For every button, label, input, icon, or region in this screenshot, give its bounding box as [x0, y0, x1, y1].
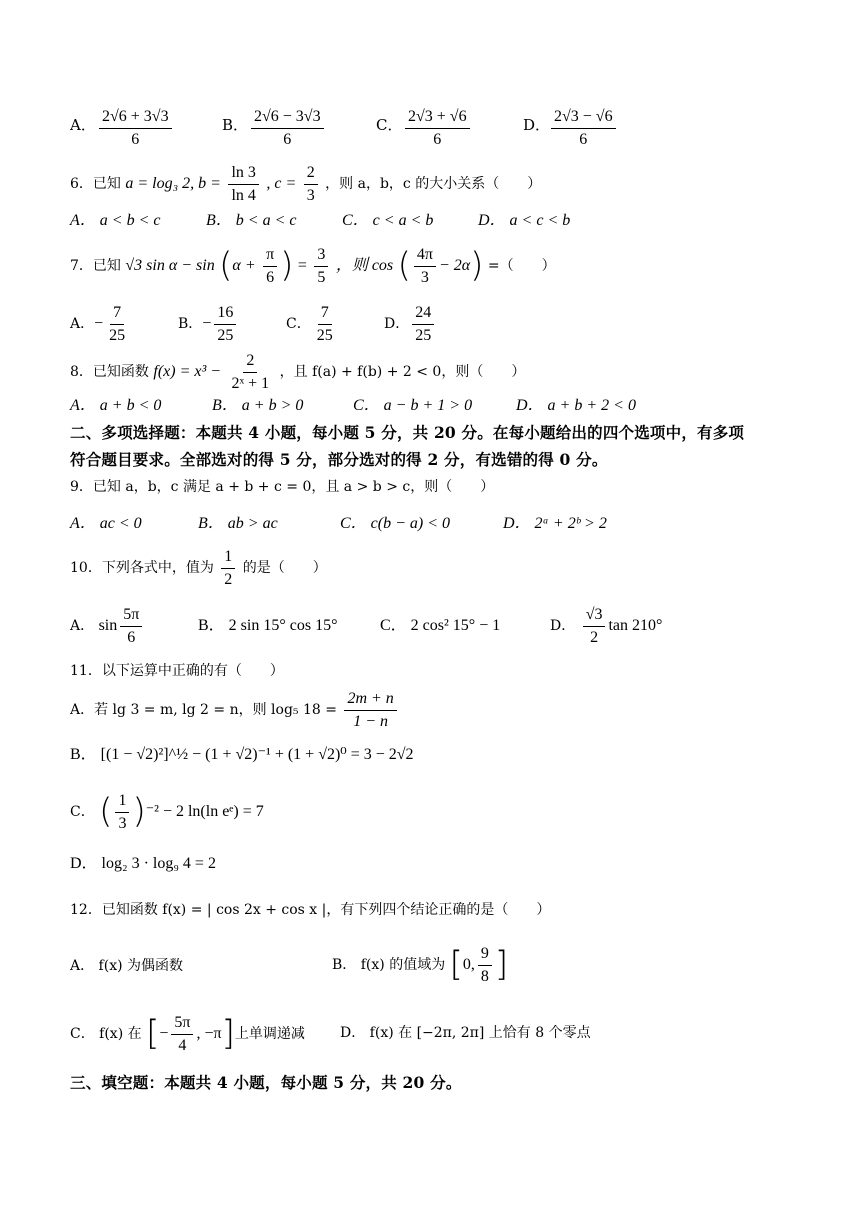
- q5-c-num: 2√3 + √6: [405, 108, 470, 129]
- q7-prefix: 7．已知: [70, 258, 121, 275]
- question-10: [70, 548, 327, 588]
- q11-option-b: B． [(1 − √2)²]^½ − (1 + √2)⁻¹ + (1 + √2)⁰ = 3 − 2√2: [70, 746, 414, 763]
- q7-pi-den: 6: [266, 268, 275, 286]
- q7-option-d: [384, 304, 437, 344]
- q10-num: 1: [221, 548, 235, 569]
- q7-b-sign: −: [202, 315, 212, 333]
- q7-c-den: 25: [316, 326, 333, 344]
- q10-den: 2: [224, 570, 233, 588]
- question-12: 12．已知函数 f(x) = | cos 2x + cos x |，有下列四个结论正确的是（ ）: [70, 902, 551, 918]
- question-8: [70, 352, 525, 392]
- q11-option-a: [70, 690, 400, 730]
- q12-option-d: D． f(x) 在 [−2π, 2π] 上恰有 8 个零点: [340, 1025, 591, 1041]
- q6-suffix: ，则 a，b，c 的大小关系（ ）: [325, 176, 542, 193]
- q6-expr2: , c =: [266, 175, 297, 193]
- q6-option-a: A． a < b < c: [70, 212, 161, 229]
- q9-option-d: D． 2ᵃ + 2ᵇ > 2: [503, 515, 607, 532]
- q7-val-num: 3: [314, 246, 328, 267]
- q12-b-prefix: B． f(x) 的值域为: [332, 957, 446, 974]
- q12-b-den: 8: [480, 967, 489, 985]
- q11-option-c: [70, 792, 264, 832]
- q7-left-paren: (: [219, 245, 233, 286]
- q11-c-num: 1: [115, 792, 129, 813]
- q7-paren-inner: α +: [232, 257, 256, 275]
- q5-a-num: 2√6 + 3√3: [99, 108, 172, 129]
- q12-b-right-bracket: ]: [494, 944, 509, 985]
- q8-option-c: C． a − b + 1 > 0: [353, 397, 473, 414]
- q7-option-c: [286, 304, 339, 344]
- q5-a-den: 6: [131, 130, 140, 148]
- q12-c-prefix: C． f(x) 在: [70, 1026, 142, 1043]
- q6-c-num: 2: [304, 164, 318, 185]
- q5-c-den: 6: [433, 130, 442, 148]
- q11-option-d: D． log₂ 3 · log₉ 4 = 2: [70, 855, 216, 872]
- q5-option-d-label: D．: [523, 116, 551, 134]
- q12-c-suffix: 上单调递减: [234, 1026, 305, 1043]
- q6-option-b: B． b < a < c: [206, 212, 297, 229]
- q7-expr1: √3 sin α − sin: [125, 257, 215, 275]
- q11-a-prefix: A．若 lg 3 = m, lg 2 = n，则 log₅ 18 =: [70, 702, 337, 719]
- q11-a-den: 1 − n: [353, 712, 389, 730]
- q5-option-d: [548, 108, 619, 148]
- q12-option-a: A． f(x) 为偶函数: [70, 958, 184, 974]
- q7-b-num: 16: [214, 304, 236, 325]
- q7-cos-num: 4π: [414, 246, 436, 267]
- q12-option-c: [70, 1014, 305, 1054]
- q8-option-d: D． a + b + 2 < 0: [516, 397, 636, 414]
- q7-val-den: 5: [317, 268, 326, 286]
- section-3-heading: 三、填空题：本题共 4 小题，每小题 5 分，共 20 分。: [70, 1073, 462, 1092]
- q7-a-num: 7: [110, 304, 124, 325]
- q5-option-b-label: B．: [222, 116, 249, 134]
- q6-frac-den: ln 4: [231, 186, 256, 204]
- q8-option-a: A． a + b < 0: [70, 397, 162, 414]
- question-6: [70, 164, 541, 204]
- q5-d-num: 2√3 − √6: [551, 108, 616, 129]
- q7-b-den: 25: [217, 326, 234, 344]
- q8-prefix: 8．已知函数: [70, 364, 149, 381]
- q7-cos-right-paren: ): [470, 245, 484, 286]
- q12-c-left-bracket: [: [146, 1013, 160, 1054]
- q10-a-den: 6: [127, 628, 136, 646]
- q7-right-paren: ): [280, 245, 294, 286]
- section-2-heading-line2: 符合题目要求。全部选对的得 5 分，部分选对的得 2 分，有选错的得 0 分。: [70, 450, 608, 469]
- question-11: 11．以下运算中正确的有（ ）: [70, 663, 284, 679]
- q12-b-left: 0,: [462, 956, 475, 974]
- q10-d-num: √3: [583, 606, 606, 627]
- q7-c-label: C．: [286, 316, 311, 333]
- q12-b-num: 9: [478, 945, 492, 966]
- q10-a-label: A．: [70, 618, 95, 635]
- q5-option-b: [248, 108, 327, 148]
- q8-option-b: B． a + b > 0: [212, 397, 304, 414]
- q7-a-label: A．: [70, 316, 95, 333]
- q7-d-label: D．: [384, 316, 410, 333]
- q10-suffix: 的是（ ）: [242, 560, 327, 577]
- q12-c-right-bracket: ]: [221, 1013, 235, 1054]
- q5-b-num: 2√6 − 3√3: [251, 108, 324, 129]
- q8-expr1: f(x) = x³ −: [153, 363, 222, 381]
- q10-d-tail: tan 210°: [608, 617, 663, 635]
- q7-b-label: B．: [178, 316, 203, 333]
- q10-a-num: 5π: [120, 606, 142, 627]
- q8-mid: ，且 f(a) + f(b) + 2 < 0，则（ ）: [279, 364, 526, 381]
- q10-a-fn: sin: [98, 617, 118, 635]
- q5-option-c: [402, 108, 473, 148]
- q6-option-d: D． a < c < b: [478, 212, 571, 229]
- q10-option-a: [70, 606, 145, 646]
- q7-option-a: [70, 304, 131, 344]
- q12-c-tail: , −π: [196, 1025, 222, 1043]
- q9-option-c: C． c(b − a) < 0: [340, 515, 451, 532]
- q7-eq: =: [297, 257, 307, 275]
- q5-option-c-label: C．: [376, 116, 403, 134]
- q10-option-c: C． 2 cos² 15° − 1: [380, 617, 501, 634]
- q12-c-num: 5π: [171, 1014, 193, 1035]
- question-9: 9．已知 a，b，c 满足 a + b + c = 0，且 a > b > c，则（ ）: [70, 479, 495, 495]
- q8-den: 2ˣ + 1: [231, 374, 270, 392]
- q11-a-num: 2m + n: [344, 690, 396, 711]
- q7-a-sign: −: [94, 315, 104, 333]
- q8-num: 2: [243, 352, 257, 373]
- q7-option-b: [178, 304, 239, 344]
- q6-option-c: C． c < a < b: [342, 212, 434, 229]
- q12-option-b: [332, 945, 508, 985]
- q9-option-b: B． ab > ac: [198, 515, 278, 532]
- q7-cos-left-paren: (: [397, 245, 411, 286]
- q11-c-left-paren: (: [99, 791, 113, 832]
- q6-prefix: 6．已知: [70, 176, 121, 193]
- q11-c-label: C．: [70, 804, 95, 821]
- q9-option-a: A． ac < 0: [70, 515, 142, 532]
- q7-mid: ，则 cos: [335, 257, 394, 275]
- q11-c-tail: ⁻² − 2 ln(ln eᵉ) = 7: [145, 803, 264, 821]
- q7-cos-tail: − 2α: [438, 257, 471, 275]
- q7-pi-num: π: [263, 246, 277, 267]
- q7-suffix: =（ ）: [487, 258, 556, 275]
- q12-b-left-bracket: [: [449, 944, 463, 985]
- q12-c-minus: −: [159, 1025, 169, 1043]
- q7-d-den: 25: [415, 326, 432, 344]
- q7-cos-den: 3: [420, 268, 429, 286]
- q10-option-b: B． 2 sin 15° cos 15°: [198, 617, 338, 634]
- q5-b-den: 6: [283, 130, 292, 148]
- q6-frac-num: ln 3: [228, 164, 258, 185]
- q12-c-den: 4: [178, 1036, 187, 1054]
- q6-expr1: a = log₃ 2, b =: [125, 175, 221, 193]
- q5-option-a: [96, 108, 175, 148]
- q10-option-d: [550, 606, 662, 646]
- q10-prefix: 10．下列各式中，值为: [70, 560, 214, 577]
- q7-c-num: 7: [318, 304, 332, 325]
- q6-c-den: 3: [306, 186, 315, 204]
- section-2-heading-line1: 二、多项选择题：本题共 4 小题，每小题 5 分，共 20 分。在每小题给出的四个选项中，有多项: [70, 423, 745, 442]
- q5-option-a-label: A．: [70, 116, 96, 134]
- q7-d-num: 24: [412, 304, 434, 325]
- q10-d-den: 2: [590, 628, 599, 646]
- q11-c-den: 3: [118, 814, 127, 832]
- q5-d-den: 6: [579, 130, 588, 148]
- q7-a-den: 25: [109, 326, 126, 344]
- q10-d-label: D．: [550, 618, 576, 635]
- q11-c-right-paren: ): [132, 791, 146, 832]
- question-7: [70, 246, 556, 286]
